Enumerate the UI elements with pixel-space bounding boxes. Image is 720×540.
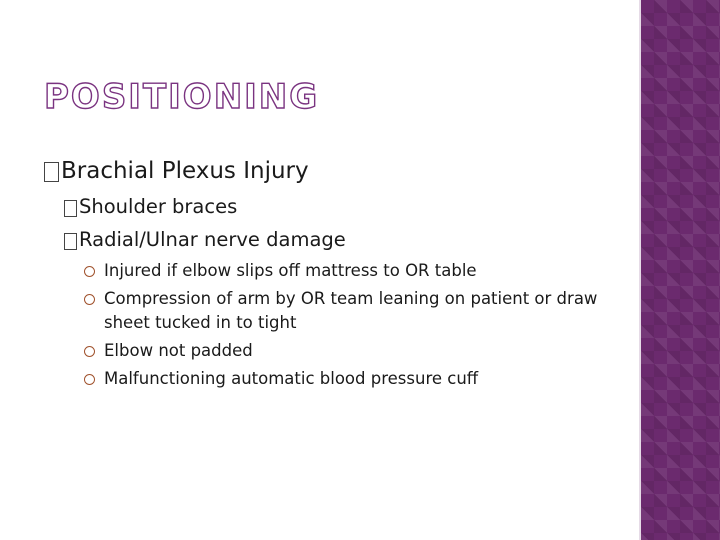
slide-title	[44, 68, 464, 118]
list-item	[84, 367, 640, 391]
list-item-text: Elbow not padded	[104, 341, 253, 360]
subitem-shoulder-braces	[64, 194, 237, 220]
circle-bullet-icon	[84, 294, 95, 305]
circle-bullet-icon	[84, 346, 95, 357]
decorative-side-panel	[641, 0, 720, 540]
list-item	[84, 259, 640, 283]
subitem-text: Radial/Ulnar nerve damage	[79, 228, 346, 251]
square-bullet-icon	[64, 233, 77, 250]
square-bullet-icon	[64, 200, 77, 217]
list-item	[84, 287, 640, 335]
list-item-text: Injured if elbow slips off mattress to OR table	[104, 261, 477, 280]
heading-item	[44, 156, 309, 186]
list-item	[84, 339, 640, 363]
heading-text: Brachial Plexus Injury	[61, 158, 309, 184]
slide-title-text: POSITIONING	[44, 77, 320, 117]
circle-bullet-icon	[84, 266, 95, 277]
bullet-list	[84, 259, 640, 395]
list-item-text: Compression of arm by OR team leaning on patient or draw sheet tucked in to tight	[104, 289, 598, 332]
circle-bullet-icon	[84, 374, 95, 385]
square-bullet-icon	[44, 162, 59, 182]
subitem-text: Shoulder braces	[79, 195, 238, 218]
subitem-nerve-damage	[64, 227, 346, 253]
list-item-text: Malfunctioning automatic blood pressure cuff	[104, 369, 479, 388]
